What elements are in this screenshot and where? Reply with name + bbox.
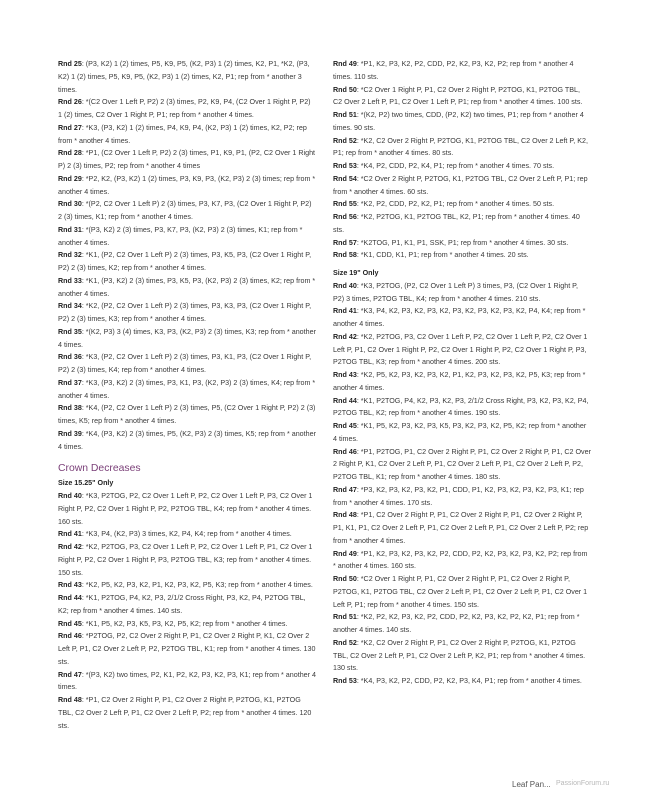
- round-label: Rnd 48: [333, 511, 357, 520]
- round-text: : *K1, P5, K2, P3, K5, P3, K2, P5, K2; rep from * another 4 times.: [81, 619, 288, 628]
- round-text: : *K2, C2 Over 2 Right P, P1, C2 Over 2 Right P, P2TOG, K1, P2TOG TBL, C2 Over 2 Left P, P1, C2 Over 2 Left P, K2, P1; rep from * another 4 times. 130 sts.: [333, 638, 586, 673]
- round-label: Rnd 42: [333, 332, 357, 341]
- round-text: : *P1, K2, P3, K2, P3, K2, P2, CDD, P2, K2, P3, K2, P3, K2, P2; rep from * another 4 times. 160 sts.: [333, 549, 588, 571]
- round-text: : *C2 Over 1 Right P, P1, C2 Over 2 Right P, P2TOG, K1, P2TOG TBL, C2 Over 2 Left P, P1, C2 Over 1 Left P, P1; rep from * another 4 times. 100 sts.: [333, 85, 583, 107]
- round-label: Rnd 41: [58, 530, 82, 539]
- round-label: Rnd 39: [58, 429, 82, 438]
- round-instruction: [333, 135, 591, 161]
- round-text: : *K2, P5, K2, P3, K2, P1, K2, P3, K2, P5, K3; rep from * another 4 times.: [81, 581, 313, 590]
- round-instruction: [333, 173, 591, 199]
- round-instruction: [58, 490, 316, 528]
- round-instruction: [333, 109, 591, 135]
- round-instruction: [333, 331, 591, 369]
- round-instruction: [58, 275, 316, 301]
- round-text: : *K1, (P2, C2 Over 1 Left P) 2 (3) times, P3, K5, P3, (C2 Over 1 Right P, P2) 2 (3) times, K2; rep from * another 4 times.: [58, 251, 312, 272]
- round-label: Rnd 58: [333, 251, 357, 260]
- round-text: : *K1, P2TOG, P4, K2, P3, 2/1/2 Cross Right, P3, K2, P4, P2TOG TBL, K2; rep from * another 4 times. 140 sts.: [58, 594, 306, 615]
- round-instruction: [333, 395, 591, 421]
- round-text: : *C2 Over 1 Right P, P1, C2 Over 2 Right P, P1, C2 Over 2 Right P, P2TOG, K1, P2TOG TBL, C2 Over 2 Left P, P1, C2 Over 2 Left P, P1, C2 Over 1 Left P, P1; rep from * another 4 times. 150 sts.: [333, 575, 588, 609]
- round-instruction: [58, 592, 316, 618]
- round-text: : *K3, P2TOG, (P2, C2 Over 1 Left P) 3 times, P3, (C2 Over 1 Right P, P2) 3 times, P2TOG TBL, K4; rep from * another 4 times. 210 sts.: [333, 281, 578, 303]
- round-label: Rnd 35: [58, 327, 82, 336]
- round-instruction: [58, 173, 316, 199]
- round-instruction: [333, 249, 591, 262]
- round-text: : *P3, K2, P3, K2, P3, K2, P1, CDD, P1, K2, P3, K2, P3, K2, P3, K1; rep from * another 4 times. 170 sts.: [333, 485, 584, 507]
- round-instruction: [58, 198, 316, 224]
- round-label: Rnd 40: [333, 281, 357, 290]
- round-instruction: [58, 96, 316, 122]
- round-text: : *K2, C2 Over 2 Right P, P2TOG, K1, P2TOG TBL, C2 Over 2 Left P, K2, P1; rep from * another 4 times. 80 sts.: [333, 136, 588, 158]
- round-text: : *K3, P2TOG, P2, C2 Over 1 Left P, P2, C2 Over 1 Left P, P3, C2 Over 1 Right P, P2, C2 Over 1 Right P, P2, P2TOG TBL, K4; rep from * another 4 times. 160 sts.: [58, 492, 313, 526]
- round-instruction: [333, 211, 591, 237]
- section-title-crown-decreases: Crown Decreases: [58, 463, 141, 475]
- round-text: : *P1, C2 Over 2 Right P, P1, C2 Over 2 Right P, P2TOG, K1, P2TOG TBL, C2 Over 2 Left P, P1, C2 Over 2 Left P, P2; rep from * another 4 times. 120 sts.: [58, 696, 312, 730]
- round-label: Rnd 27: [58, 123, 82, 132]
- round-instruction: [58, 528, 316, 541]
- round-text: : *P1, C2 Over 2 Right P, P1, C2 Over 2 Right P, P1, C2 Over 2 Right P, P1, K1, P1, C2 Over 2 Left P, P1, C2 Over 2 Left P, P1, C2 Over 2 Left P, P2; rep from * another 4 times.: [333, 511, 589, 545]
- round-label: Rnd 38: [58, 404, 82, 413]
- round-text: : *K2TOG, P1, K1, P1, SSK, P1; rep from * another 4 times. 30 sts.: [356, 238, 569, 247]
- round-instruction: [58, 630, 316, 668]
- round-text: : *(K2, P3) 3 (4) times, K3, P3, (K2, P3) 2 (3) times, K3; rep from * another 4 times.: [58, 327, 316, 349]
- watermark: PassionForum.ru: [556, 780, 610, 787]
- round-instruction: [333, 369, 591, 395]
- round-label: Rnd 45: [58, 619, 82, 628]
- round-instruction: [58, 351, 316, 377]
- round-instruction: [58, 147, 316, 173]
- round-label: Rnd 33: [58, 276, 82, 285]
- round-instruction: [333, 484, 591, 510]
- right-rounds-top: [333, 58, 591, 262]
- round-instruction: [58, 326, 316, 352]
- round-instruction: [333, 280, 591, 306]
- round-text: : *(P3, K2) two times, P2, K1, P2, K2, P3, K2, P3, K1; rep from * another 4 times.: [58, 670, 316, 692]
- round-label: Rnd 46: [333, 447, 357, 456]
- round-instruction: [333, 198, 591, 211]
- round-label: Rnd 26: [58, 98, 82, 107]
- round-label: Rnd 53: [333, 677, 357, 685]
- round-label: Rnd 30: [58, 200, 82, 209]
- right-rounds-bottom: [333, 280, 591, 688]
- round-label: Rnd 44: [333, 396, 357, 405]
- round-label: Rnd 28: [58, 149, 82, 158]
- round-label: Rnd 36: [58, 353, 82, 362]
- round-instruction: [333, 675, 591, 688]
- round-label: Rnd 40: [58, 492, 82, 500]
- round-instruction: [58, 428, 316, 454]
- round-text: : *K1, P2TOG, P4, K2, P3, K2, P3, 2/1/2 Cross Right, P3, K2, P3, K2, P4, P2TOG TBL, K2; rep from * another 4 times. 190 sts.: [333, 396, 589, 418]
- round-label: Rnd 49: [333, 60, 357, 68]
- round-instruction: [333, 160, 591, 173]
- round-text: : *K2, P2, CDD, P2, K2, P1; rep from * another 4 times. 50 sts.: [356, 200, 555, 209]
- round-text: : *K3, P4, K2, P3, K2, P3, K2, P3, K2, P3, K2, P3, K2, P4, K4; rep from * another 4 times.: [333, 307, 586, 328]
- round-label: Rnd 34: [58, 302, 82, 311]
- round-text: : *K4, P3, K2, P2, CDD, P2, K2, P3, K4, P1; rep from * another 4 times.: [356, 677, 582, 685]
- round-label: Rnd 51: [333, 613, 357, 622]
- round-instruction: [58, 58, 316, 96]
- round-text: : *K1, (P3, K2) 2 (3) times, P3, K5, P3, (K2, P3) 2 (3) times, K2; rep from * another 4 times.: [58, 276, 316, 298]
- page-footer: Leaf Pan...: [512, 780, 551, 789]
- round-instruction: [333, 446, 591, 484]
- round-label: Rnd 56: [333, 213, 357, 221]
- round-text: : *P1, P2TOG, P1, C2 Over 2 Right P, P1, C2 Over 2 Right P, P1, C2 Over 2 Right P, K1, C2 Over 2 Left P, P1, C2 Over 2 Left P, P1, C2 Over 2 Left P, P2, P2TOG TBL, K1; rep from * another 4 times. 180 sts.: [333, 447, 591, 481]
- round-label: Rnd 32: [58, 251, 82, 260]
- round-text: : *K4, (P2, C2 Over 1 Left P) 2 (3) times, P5, (C2 Over 1 Right P, P2) 2 (3) times, K5; rep from * another 4 times.: [58, 404, 316, 425]
- round-label: Rnd 50: [333, 575, 357, 583]
- round-text: : *K4, (P3, K2) 2 (3) times, P5, (K2, P3) 2 (3) times, K5; rep from * another 4 times.: [58, 429, 316, 451]
- round-instruction: [58, 249, 316, 275]
- round-text: : *K2, P2TOG, P3, C2 Over 1 Left P, P2, C2 Over 1 Left P, P2, C2 Over 1 Left P, P1, C2 Over 1 Right P, P2, C2 Over 1 Right P, P2, C2 Over 1 Right P, P3, P2TOG TBL, K3; rep from * another 4 times. 200 sts.: [333, 332, 588, 367]
- round-text: : *(K2, P2) two times, CDD, (P2, K2) two times, P1; rep from * another 4 times. 90 sts.: [333, 111, 584, 132]
- round-label: Rnd 48: [58, 696, 82, 704]
- round-label: Rnd 44: [58, 594, 82, 602]
- round-label: Rnd 50: [333, 85, 357, 94]
- round-text: : *K2, P2, K2, P3, K2, P2, CDD, P2, K2, P3, K2, P2, K2, P1; rep from * another 4 times. 140 sts.: [333, 613, 580, 634]
- round-text: : *K2, P2TOG, P3, C2 Over 1 Left P, P2, C2 Over 1 Left P, P1, C2 Over 1 Right P, P2, C2 Over 1 Right P, P3, P2TOG TBL, K3; rep from * another 4 times. 150 sts.: [58, 543, 313, 577]
- round-text: : (P3, K2) 1 (2) times, P5, K9, P5, (K2, P3) 1 (2) times, K2, P1, *K2, (P3, K2) 1 (2) times, P5, K9, P5, (K2, P3) 1 (2) times, K2, P1; rep from * another 3 times.: [58, 60, 310, 94]
- round-label: Rnd 42: [58, 543, 82, 551]
- round-text: : *P1, (C2 Over 1 Left P, P2) 2 (3) times, P1, K9, P1, (P2, C2 Over 1 Right P) 2 (3) times, P2; rep from * another 4 times: [58, 149, 316, 170]
- round-text: : *K2, P2TOG, K1, P2TOG TBL, K2, P1; rep from * another 4 times. 40 sts.: [333, 213, 580, 234]
- round-text: : *P2, K2, (P3, K2) 1 (2) times, P3, K9, P3, (K2, P3) 2 (3) times; rep from * another 4 times.: [58, 174, 316, 196]
- round-instruction: [333, 237, 591, 250]
- round-label: Rnd 52: [333, 638, 357, 647]
- round-instruction: [58, 377, 316, 403]
- round-instruction: [333, 58, 591, 84]
- round-instruction: [333, 509, 591, 547]
- round-instruction: [333, 611, 591, 637]
- round-text: : *K2, (P2, C2 Over 1 Left P) 2 (3) times, P3, K3, P3, (C2 Over 1 Right P, P2) 2 (3) times, K3; rep from * another 4 times.: [58, 302, 312, 323]
- round-instruction: [58, 224, 316, 250]
- round-text: : *C2 Over 2 Right P, P2TOG, K1, P2TOG TBL, C2 Over 2 Left P, P1; rep from * another 4 times. 60 sts.: [333, 174, 588, 196]
- right-column: [333, 58, 591, 688]
- round-label: Rnd 46: [58, 632, 82, 641]
- round-instruction: [58, 541, 316, 579]
- size-heading-19: Size 19" Only: [333, 269, 379, 277]
- round-label: Rnd 49: [333, 549, 357, 558]
- round-text: : *K1, P5, K2, P3, K2, P3, K5, P3, K2, P3, K2, P5, K2; rep from * another 4 times.: [333, 422, 587, 443]
- round-instruction: [333, 573, 591, 611]
- round-text: : *P2TOG, P2, C2 Over 2 Right P, P1, C2 Over 2 Right P, K1, C2 Over 2 Left P, P1, C2 Over 2 Left P, P2, P2TOG TBL, K1; rep from * another 4 times. 130 sts.: [58, 632, 316, 666]
- round-instruction: [333, 84, 591, 110]
- round-text: : *K1, CDD, K1, P1; rep from * another 4 times. 20 sts.: [356, 251, 529, 260]
- round-text: : *(P3, K2) 2 (3) times, P3, K7, P3, (K2, P3) 2 (3) times, K1; rep from * another 4 times.: [58, 225, 303, 247]
- round-instruction: [333, 305, 591, 331]
- round-label: Rnd 37: [58, 378, 82, 387]
- round-text: : *K3, (P3, K2) 1 (2) times, P4, K9, P4, (K2, P3) 1 (2) times, K2, P2; rep from * another 4 times.: [58, 123, 307, 145]
- round-text: : *K3, P4, (K2, P3) 3 times, K2, P4, K4; rep from * another 4 times.: [81, 530, 292, 539]
- round-instruction: [58, 669, 316, 695]
- round-instruction: [58, 694, 316, 732]
- round-label: Rnd 47: [58, 670, 82, 679]
- round-instruction: [58, 122, 316, 148]
- round-label: Rnd 41: [333, 307, 357, 316]
- round-label: Rnd 31: [58, 225, 82, 234]
- round-text: : *(C2 Over 1 Left P, P2) 2 (3) times, P2, K9, P4, (C2 Over 1 Right P, P2) 1 (2) times, C2 Over 1 Right P, P1; rep from * another 4 times.: [58, 98, 311, 119]
- round-label: Rnd 47: [333, 485, 357, 494]
- round-instruction: [333, 548, 591, 574]
- round-instruction: [58, 618, 316, 631]
- round-label: Rnd 52: [333, 136, 357, 145]
- left-rounds-bottom: [58, 490, 316, 732]
- round-text: : *K2, P5, K2, P3, K2, P3, K2, P1, K2, P3, K2, P3, K2, P5, K3; rep from * another 4 times.: [333, 371, 586, 392]
- round-text: : *P1, K2, P3, K2, P2, CDD, P2, K2, P3, K2, P2; rep from * another 4 times. 110 sts.: [333, 60, 574, 81]
- round-label: Rnd 51: [333, 111, 357, 119]
- round-label: Rnd 54: [333, 174, 357, 183]
- round-label: Rnd 53: [333, 162, 357, 170]
- round-label: Rnd 29: [58, 174, 82, 183]
- round-text: : *K3, (P3, K2) 2 (3) times, P3, K1, P3, (K2, P3) 2 (3) times, K4; rep from * another 4 times.: [58, 378, 316, 400]
- round-label: Rnd 43: [333, 371, 357, 379]
- round-label: Rnd 45: [333, 422, 357, 430]
- round-instruction: [58, 579, 316, 592]
- round-text: : *K3, (P2, C2 Over 1 Left P) 2 (3) times, P3, K1, P3, (C2 Over 1 Right P, P2) 2 (3) times, K4; rep from * another 4 times.: [58, 353, 312, 374]
- left-column: [58, 58, 316, 732]
- round-label: Rnd 55: [333, 200, 357, 209]
- round-label: Rnd 25: [58, 60, 82, 68]
- round-instruction: [58, 402, 316, 428]
- round-instruction: [333, 637, 591, 675]
- round-label: Rnd 57: [333, 238, 357, 247]
- round-instruction: [58, 300, 316, 326]
- round-label: Rnd 43: [58, 581, 82, 590]
- size-heading-15: Size 15.25" Only: [58, 479, 114, 488]
- round-text: : *(P2, C2 Over 1 Left P) 2 (3) times, P3, K7, P3, (C2 Over 1 Right P, P2) 2 (3) times, K1; rep from * another 4 times.: [58, 200, 312, 221]
- left-rounds-top: [58, 58, 316, 453]
- round-text: : *K4, P2, CDD, P2, K4, P1; rep from * another 4 times. 70 sts.: [356, 162, 555, 170]
- round-instruction: [333, 420, 591, 446]
